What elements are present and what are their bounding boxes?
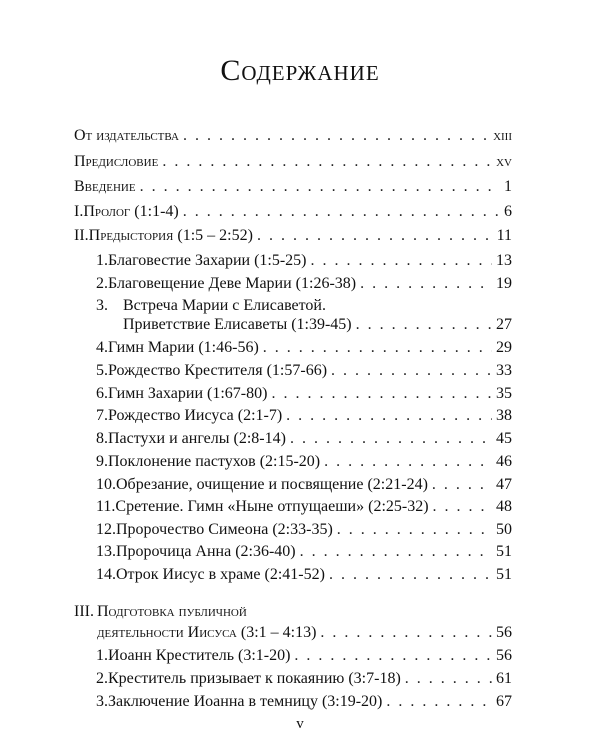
toc-entry (74, 154, 512, 170)
toc-entry-number: 3. (96, 693, 108, 710)
toc-entry-label: Пророчица Анна (2:36-40) (116, 543, 296, 560)
toc-page-number: 51 (496, 543, 512, 560)
toc-entry-label: Обрезание, очищение и посвящение (2:21-24) (116, 476, 428, 493)
toc-subentry (96, 431, 512, 447)
toc-entry-label-line1: Подготовка публичной (97, 603, 247, 620)
toc-entry (97, 625, 512, 641)
toc-entry-label: деятельности Иисуса (3:1 – 4:13) (97, 624, 317, 641)
leader-dots (257, 228, 493, 244)
leader-dots (271, 386, 492, 402)
toc-entry-label: Креститель призывает к покаянию (3:7-18) (108, 670, 401, 687)
toc-subentry (96, 694, 512, 710)
toc-subentry-first-line (96, 298, 326, 314)
toc-entry-label: Гимн Захарии (1:67-80) (108, 385, 268, 402)
toc-page-number: 61 (496, 670, 512, 687)
toc-entry-number: 1. (96, 647, 108, 664)
leader-dots (386, 694, 492, 710)
toc-page-number: 50 (496, 521, 512, 538)
toc-entry-label: Приветствие Елисаветы (1:39-45) (123, 316, 352, 333)
toc-entry-number: 2. (96, 670, 108, 687)
toc-subentry (96, 477, 512, 493)
leader-dots (263, 340, 492, 356)
page-title: Содержание (220, 54, 380, 87)
toc-page-number: 46 (496, 453, 512, 470)
toc-entry-number: 12. (96, 521, 116, 538)
page-folio: v (296, 716, 304, 732)
toc-subentry (123, 317, 512, 333)
leader-dots (324, 454, 492, 470)
leader-dots (294, 648, 492, 664)
toc-page-number: 29 (496, 339, 512, 356)
toc-page-number: 67 (496, 693, 512, 710)
toc-entry-label: Рождество Иисуса (2:1-7) (108, 407, 283, 424)
toc-subentry (96, 454, 512, 470)
toc-subentry (96, 567, 512, 583)
toc-subentry (96, 363, 512, 379)
toc-entry-first-line (74, 604, 247, 620)
leader-dots (320, 625, 492, 641)
toc-entry-number: 1. (96, 252, 108, 269)
leader-dots (183, 204, 500, 220)
toc-entry-number: 13. (96, 543, 116, 560)
toc-page-number: 51 (496, 566, 512, 583)
toc-page-number: 1 (504, 178, 512, 195)
toc-entry-label: Предыстория (1:5 – 2:52) (88, 227, 253, 244)
toc-entry-number: I. (74, 203, 84, 220)
leader-dots (300, 544, 492, 560)
leader-dots (331, 363, 492, 379)
leader-dots (311, 253, 492, 269)
toc-subentry (96, 671, 512, 687)
toc-page-number: 33 (496, 362, 512, 379)
toc-subentry (96, 276, 512, 292)
toc-entry-label: Сретение. Гимн «Ныне отпущаеши» (2:25-32) (115, 498, 429, 515)
toc-page-number: 27 (496, 316, 512, 333)
toc-entry-label: Отрок Иисус в храме (2:41-52) (116, 566, 325, 583)
leader-dots (290, 431, 492, 447)
toc-entry-number: 10. (96, 476, 116, 493)
toc-subentry (96, 522, 512, 538)
toc-entry (74, 228, 512, 244)
toc-entry-number: 4. (96, 339, 108, 356)
toc-subentry (96, 499, 512, 515)
leader-dots (286, 408, 492, 424)
toc-entry-label: Пролог (1:1-4) (83, 203, 179, 220)
leader-dots (432, 477, 492, 493)
toc-entry-number: 5. (96, 362, 108, 379)
toc-entry-number: II. (74, 227, 89, 244)
toc-entry-label: Пастухи и ангелы (2:8-14) (108, 430, 286, 447)
toc-entry-number: 6. (96, 385, 108, 402)
toc-entry (74, 204, 512, 220)
toc-page-number: 38 (496, 407, 512, 424)
toc-entry-number: 14. (96, 566, 116, 583)
toc-entry (74, 128, 512, 144)
toc-subentry (96, 544, 512, 560)
toc-subentry (96, 253, 512, 269)
toc-entry-number: 11. (96, 498, 116, 515)
toc-subentry (96, 408, 512, 424)
toc-subentry (96, 386, 512, 402)
toc-page-number: 45 (496, 430, 512, 447)
toc-entry-label: Введение (74, 178, 136, 195)
toc-page-number: xiii (493, 127, 512, 144)
toc-subentry (96, 648, 512, 664)
toc-entry-label: Поклонение пастухов (2:15-20) (108, 453, 321, 470)
toc-entry-number: 7. (96, 407, 108, 424)
toc-entry-number: III. (74, 603, 94, 620)
toc-page-number: 47 (496, 476, 512, 493)
toc-entry-number: 8. (96, 430, 108, 447)
toc-entry-label-line1: Встреча Марии с Елисаветой. (123, 297, 326, 314)
leader-dots (183, 128, 489, 144)
toc-entry-label: Благовестие Захарии (1:5-25) (108, 252, 307, 269)
toc-page-number: 19 (496, 275, 512, 292)
leader-dots (140, 179, 500, 195)
toc-page-number: 35 (496, 385, 512, 402)
toc-entry-label: Пророчество Симеона (2:33-35) (116, 521, 333, 538)
toc-page-number: xv (496, 153, 512, 170)
leader-dots (405, 671, 492, 687)
leader-dots (329, 567, 492, 583)
leader-dots (433, 499, 492, 515)
toc-page-number: 48 (496, 498, 512, 515)
leader-dots (356, 317, 492, 333)
toc-entry-label: Благовещение Деве Марии (1:26-38) (108, 275, 357, 292)
leader-dots (360, 276, 492, 292)
leader-dots (162, 154, 492, 170)
toc-page-number: 56 (496, 647, 512, 664)
toc-page-number: 56 (496, 624, 512, 641)
toc-subentry (96, 340, 512, 356)
toc-entry-label: Заключение Иоанна в темницу (3:19-20) (108, 693, 383, 710)
toc-page-number: 6 (504, 203, 512, 220)
toc-entry-number: 9. (96, 453, 108, 470)
leader-dots (337, 522, 492, 538)
toc-entry-label: От издательства (74, 127, 179, 144)
toc-entry-label: Гимн Марии (1:46-56) (108, 339, 259, 356)
toc-entry (74, 179, 512, 195)
toc-page-number: 13 (496, 252, 512, 269)
toc-entry-label: Иоанн Креститель (3:1-20) (108, 647, 291, 664)
toc-entry-label: Рождество Крестителя (1:57-66) (108, 362, 328, 379)
toc-page-number: 11 (496, 227, 512, 244)
toc-entry-number: 3. (96, 297, 108, 314)
toc-entry-label: Предисловие (74, 153, 159, 170)
toc-entry-number: 2. (96, 275, 108, 292)
